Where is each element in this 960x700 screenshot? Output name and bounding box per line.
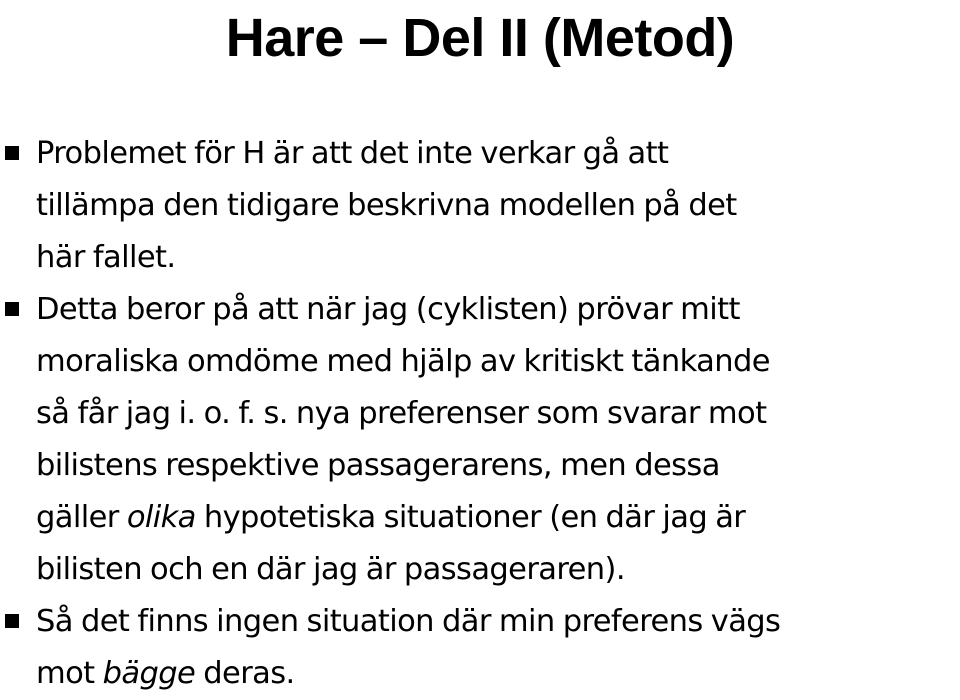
- text-line: [36, 648, 956, 700]
- text-segment: bilisten och en där jag är passageraren).: [36, 552, 625, 587]
- text-line: [36, 440, 956, 492]
- text-segment: så får jag i. o. f. s. nya preferenser som svarar mot: [36, 396, 767, 431]
- text-line: [36, 544, 956, 596]
- text-segment: moraliska omdöme med hjälp av kritiskt tänkande: [36, 344, 770, 379]
- bullet-item: [0, 596, 960, 700]
- square-bullet-icon: [5, 146, 19, 160]
- text-segment: Så det finns ingen situation där min preferens vägs: [36, 604, 781, 639]
- text-line: [36, 336, 956, 388]
- text-segment: hypotetiska situationer (en där jag är: [195, 500, 746, 535]
- text-line: [36, 388, 956, 440]
- text-segment: Detta beror på att när jag (cyklisten) prövar mitt: [36, 292, 740, 327]
- bullet-list: [0, 128, 960, 700]
- text-segment: här fallet.: [36, 240, 176, 275]
- text-line: [36, 128, 956, 180]
- italic-word: bägge: [102, 656, 196, 691]
- text-segment: gäller: [36, 500, 127, 535]
- text-segment: bilistens respektive passagerarens, men dessa: [36, 448, 720, 483]
- bullet-item: [0, 284, 960, 596]
- text-segment: deras.: [195, 656, 295, 691]
- text-segment: tillämpa den tidigare beskrivna modellen på det: [36, 188, 737, 223]
- bullet-item: [0, 128, 960, 284]
- slide-title: Hare – Del II (Metod): [225, 8, 735, 68]
- square-bullet-icon: [5, 614, 19, 628]
- text-segment: mot: [36, 656, 103, 691]
- text-segment: Problemet för H är att det inte verkar gå att: [36, 136, 669, 171]
- italic-word: olika: [126, 500, 196, 535]
- square-bullet-icon: [5, 302, 19, 316]
- text-line: [36, 492, 956, 544]
- text-line: [36, 284, 956, 336]
- text-line: [36, 232, 956, 284]
- text-line: [36, 596, 956, 648]
- text-line: [36, 180, 956, 232]
